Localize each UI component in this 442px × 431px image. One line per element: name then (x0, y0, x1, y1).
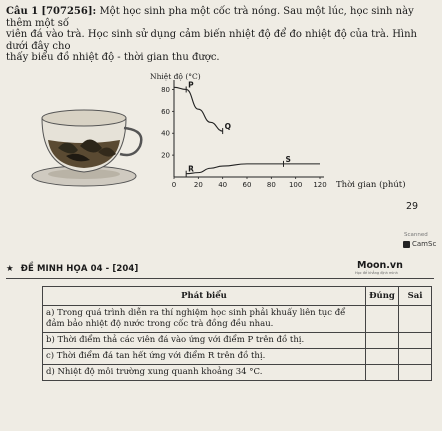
x-tick-label: 100 (288, 181, 303, 189)
chart-points (186, 80, 291, 176)
false-cell-a[interactable] (399, 306, 432, 333)
point-label-r: R (188, 164, 194, 174)
false-cell-d[interactable] (399, 365, 432, 381)
x-tick-label: 80 (266, 181, 276, 189)
y-tick-label: 40 (161, 129, 170, 138)
question-line-2: viên đá vào trà. Học sinh sử dụng cảm biến nhiệt độ để đo nhiệt độ của trà. Hình dưới đây cho (6, 29, 417, 52)
question-line-3: thấy biểu đồ nhiệt độ - thời gian thu được. (6, 52, 220, 63)
y-tick-label: 60 (161, 107, 170, 116)
point-label-p: P (188, 80, 194, 90)
question-text (6, 6, 436, 64)
true-cell-d[interactable] (366, 365, 399, 381)
false-cell-c[interactable] (399, 349, 432, 365)
chart-curves (174, 87, 320, 173)
true-cell-c[interactable] (366, 349, 399, 365)
table-header-row (43, 287, 432, 306)
table-row (43, 349, 432, 365)
brand-tagline: Học để khẳng định mình (355, 271, 398, 275)
true-cell-a[interactable] (366, 306, 399, 333)
statement-b: b) Thời điểm thả các viên đá vào ứng với điểm P trên đồ thị. (43, 333, 366, 349)
brand-logo: Moon.vn (357, 260, 403, 271)
x-axis-label: Thời gian (phút) (336, 180, 406, 190)
header-statement: Phát biểu (43, 287, 366, 306)
header-divider (6, 278, 434, 279)
x-tick-label: 60 (242, 181, 252, 189)
exam-header (6, 264, 138, 274)
x-tick-label: 120 (313, 181, 327, 189)
header-false: Sai (399, 287, 432, 306)
y-tick-label: 20 (161, 151, 170, 160)
statement-d: d) Nhiệt độ môi trường xung quanh khoảng 34 °C. (43, 365, 366, 381)
table-row (43, 333, 432, 349)
exam-title: ĐỀ MINH HỌA 04 - [204] (20, 264, 139, 274)
x-tick-label: 40 (218, 181, 228, 189)
statement-c: c) Thời điểm đá tan hết ứng với điểm R trên đồ thị. (43, 349, 366, 365)
false-cell-b[interactable] (399, 333, 432, 349)
statement-table (42, 286, 432, 381)
statement-a: a) Trong quá trình diễn ra thí nghiệm học sinh phải khuấy liên tục để đảm bảo nhiệt độ nước trong cốc trà đồng đều nhau. (43, 306, 366, 333)
scanner-logo (403, 240, 436, 248)
star-icon: ★ (6, 264, 14, 274)
header-true: Đúng (366, 287, 399, 306)
true-cell-b[interactable] (366, 333, 399, 349)
series-line-1 (186, 164, 320, 174)
question-line-1 (6, 6, 436, 29)
camscanner-icon (403, 241, 410, 248)
x-tick-label: 0 (171, 181, 177, 189)
table-row (43, 365, 432, 381)
y-tick-label: 80 (161, 85, 170, 94)
teacup-illustration (28, 96, 148, 188)
y-axis-label: Nhiệt độ (°C) (150, 72, 201, 81)
question-line-1-text: Một học sinh pha một cốc trà nóng. Sau một lúc, học sinh này thêm một số (6, 6, 414, 29)
scanner-brand: CamSc (412, 240, 437, 248)
question-id: [707256]: (41, 6, 97, 17)
point-label-q: Q (224, 122, 232, 132)
page-number: 29 (406, 201, 419, 212)
temperature-time-chart (150, 72, 350, 197)
question-label: Câu 1 (6, 6, 39, 17)
x-tick-label: 20 (193, 181, 203, 189)
scanner-caption: Scanned (404, 232, 428, 238)
series-line-0 (174, 87, 223, 131)
point-label-s: S (285, 154, 291, 164)
table-row (43, 306, 432, 333)
